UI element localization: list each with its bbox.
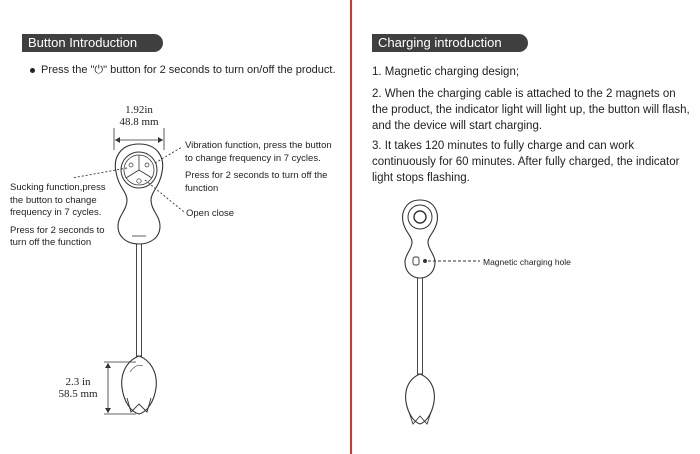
bottom-dimension-inches: 2.3 in xyxy=(65,376,91,388)
button-introduction-heading: Button Introduction xyxy=(22,34,163,52)
vibration-line-1: Vibration function, press the button xyxy=(185,140,332,151)
magnetic-charging-hole-label: Magnetic charging hole xyxy=(483,257,571,267)
vibration-callout xyxy=(185,140,332,195)
charging-introduction-heading: Charging introduction xyxy=(372,34,528,52)
charging-paragraph-3: 3. It takes 120 minutes to fully charge and can work continuously for 60 minutes. After fully charged, the indicator light stops flashing. xyxy=(372,140,680,184)
sucking-press-2: turn off the function xyxy=(10,237,92,248)
top-dimension-mm: 48.8 mm xyxy=(119,116,159,128)
sucking-callout xyxy=(10,182,106,250)
charging-paragraph-2: 2. When the charging cable is attached to the 2 magnets on the product, the indicator light will light up, the button will flash, and the device will start charging. xyxy=(372,88,690,132)
charging-paragraph-1: 1. Magnetic charging design; xyxy=(372,66,520,78)
power-instruction-text: Press the "⏻" button for 2 seconds to turn on/off the product. xyxy=(41,64,336,76)
bottom-dimension-mm: 58.5 mm xyxy=(58,388,98,400)
sucking-line-2: the button to change xyxy=(10,194,97,206)
vibration-line-2: to change frequency in 7 cycles. xyxy=(185,152,321,164)
charging-introduction-panel xyxy=(352,0,700,454)
product-diagram-right xyxy=(352,0,700,454)
top-dimension-inches: 1.92in xyxy=(125,104,153,116)
vibration-press-1: Press for 2 seconds to turn off the xyxy=(185,170,328,181)
sucking-line-3: frequency in 7 cycles. xyxy=(10,207,102,218)
sucking-line-1: Sucking function,press xyxy=(10,182,106,193)
sucking-press-1: Press for 2 seconds to xyxy=(10,224,105,236)
open-close-label: Open close xyxy=(186,208,235,219)
vibration-press-2: function xyxy=(185,182,219,194)
